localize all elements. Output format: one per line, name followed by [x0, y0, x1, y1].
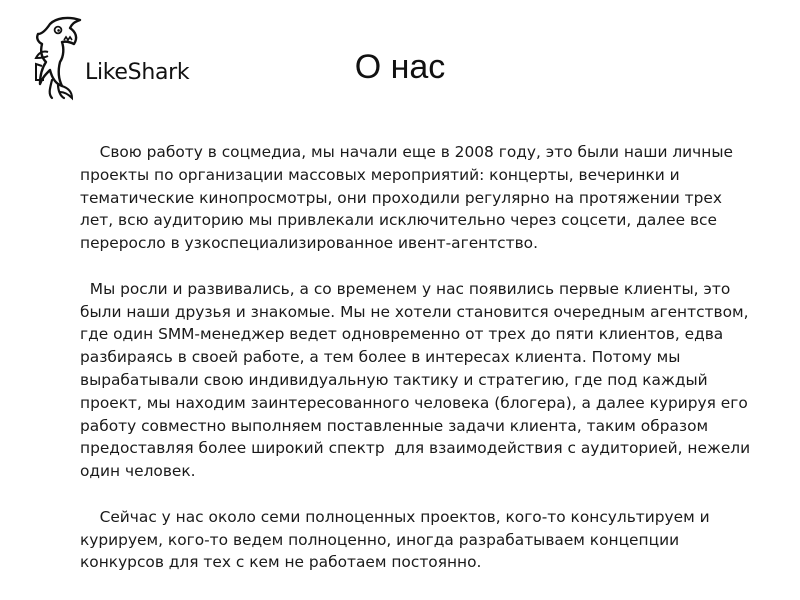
- paragraph-current: Сейчас у нас около семи полноценных проектов, кого-то консультируем и курируем, кого-то ведем полноценно, иногда разрабатываем концепции конкурсов для тех с кем не работаем постоянно.: [80, 507, 715, 572]
- logo-text: LikeShark: [85, 60, 190, 85]
- body-text: [80, 141, 760, 597]
- paragraph-history: Свою работу в соцмедиа, мы начали еще в 2008 году, это были наши личные проекты по организации массовых мероприятий: концерты, вечеринки и тематические кинопросмотры, они проходили регулярно на протяжении трех лет, всю аудиторию мы привлекали исключительно через соцсети, далее все переросло в узкоспециализированное ивент-агентство.: [80, 143, 738, 253]
- paragraph-approach: Мы росли и развивались, а со временем у нас появились первые клиенты, это были наши друзья и знакомые. Мы не хотели становится очередным агентством, где один SMM-менеджер ведет одновременно от трех до пяти клиентов, едва разбираясь в своей работе, а тем более в интересах клиента. Потому мы вырабатывали свою индивидуальную тактику и стратегию, где под каждый проект, мы находим заинтересованного человека (блогера), а далее курируя его работу совместно выполняем поставленные задачи клиента, таким образом предоставляя более широкий спектр для взаимодействия с аудиторией, нежели один человек.: [80, 279, 756, 481]
- page-title: О нас: [354, 48, 446, 86]
